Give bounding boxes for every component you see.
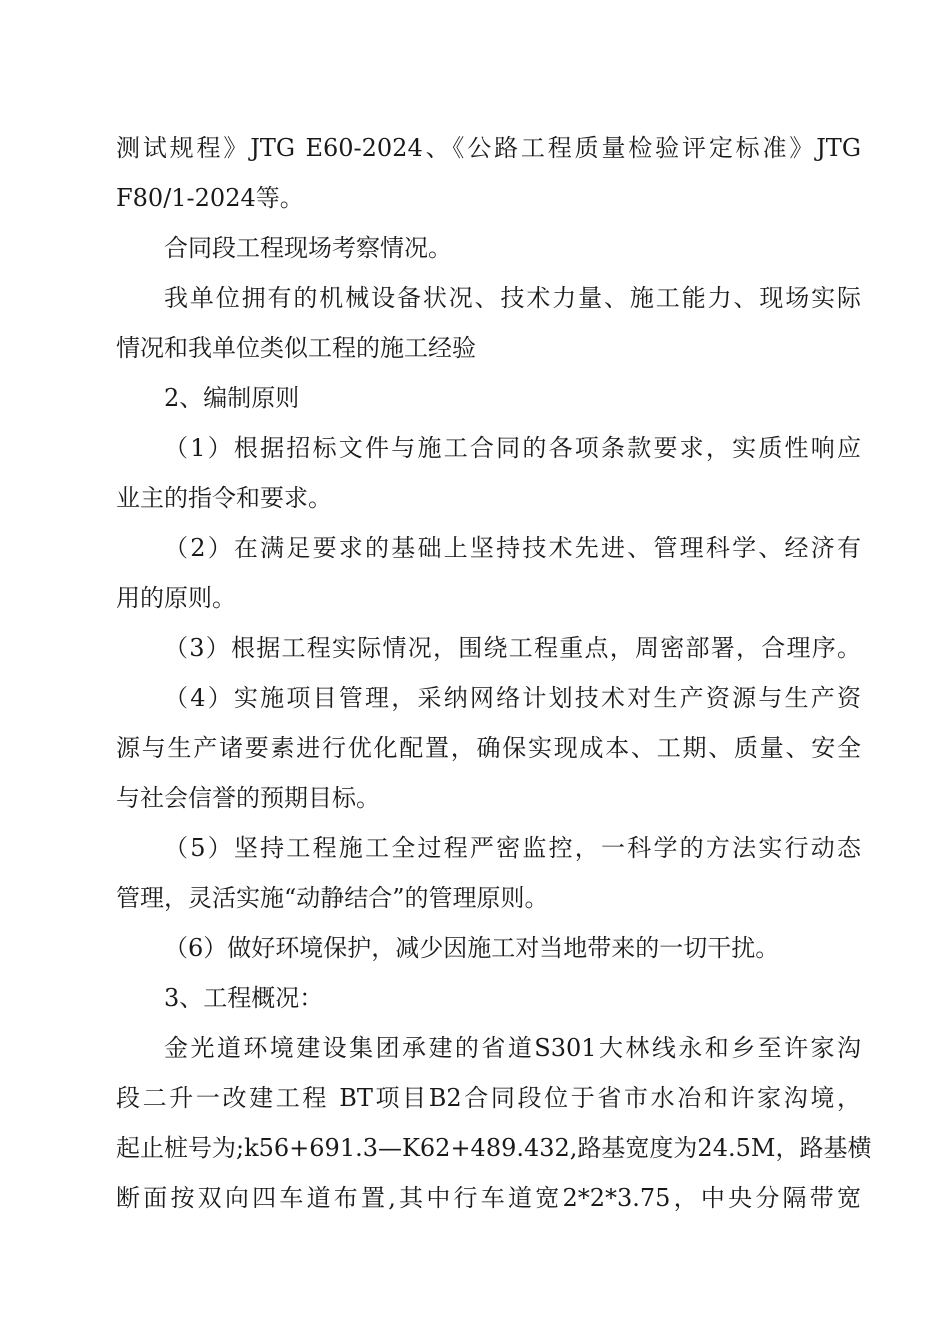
paragraph-line: 我单位拥有的机械设备状况、技术力量、施工能力、现场实际	[164, 284, 861, 312]
paragraph-line: 与社会信誉的预期目标。	[116, 784, 380, 812]
paragraph-line: （5）坚持工程施工全过程严密监控，一科学的方法实行动态	[164, 834, 861, 862]
paragraph-line: （4）实施项目管理，采纳网络计划技术对生产资源与生产资	[164, 684, 861, 712]
paragraph-line: 测试规程》JTG E60-2024、《公路工程质量检验评定标准》JTG	[116, 134, 861, 162]
paragraph-line: 断面按双向四车道布置,其中行车道宽2*2*3.75，中央分隔带宽	[116, 1184, 861, 1212]
paragraph-line: （1）根据招标文件与施工合同的各项条款要求，实质性响应	[164, 434, 861, 462]
paragraph-line: 情况和我单位类似工程的施工经验	[116, 334, 476, 362]
paragraph-line: （2）在满足要求的基础上坚持技术先进、管理科学、经济有	[164, 534, 861, 562]
paragraph-line: 段二升一改建工程 BT项目B2合同段位于省市水冶和许家沟境，	[116, 1084, 861, 1112]
section-heading: 3、工程概况：	[164, 984, 324, 1012]
section-heading: 2、编制原则	[164, 384, 300, 412]
paragraph-line: 金光道环境建设集团承建的省道S301大林线永和乡至许家沟	[164, 1034, 861, 1062]
paragraph-line: 管理，灵活实施“动静结合”的管理原则。	[116, 884, 549, 912]
paragraph-line: 合同段工程现场考察情况。	[164, 234, 452, 262]
paragraph-line: F80/1-2024等。	[116, 184, 304, 212]
paragraph-line: 用的原则。	[116, 584, 236, 612]
paragraph-line: （6）做好环境保护，减少因施工对当地带来的一切干扰。	[164, 934, 780, 962]
paragraph-line: （3）根据工程实际情况，围绕工程重点，周密部署，合理序。	[164, 634, 861, 662]
paragraph-line: 业主的指令和要求。	[116, 484, 332, 512]
paragraph-line: 起止桩号为;k56+691.3—K62+489.432,路基宽度为24.5M，路基横	[116, 1134, 872, 1162]
paragraph-line: 源与生产诸要素进行优化配置，确保实现成本、工期、质量、安全	[116, 734, 861, 762]
